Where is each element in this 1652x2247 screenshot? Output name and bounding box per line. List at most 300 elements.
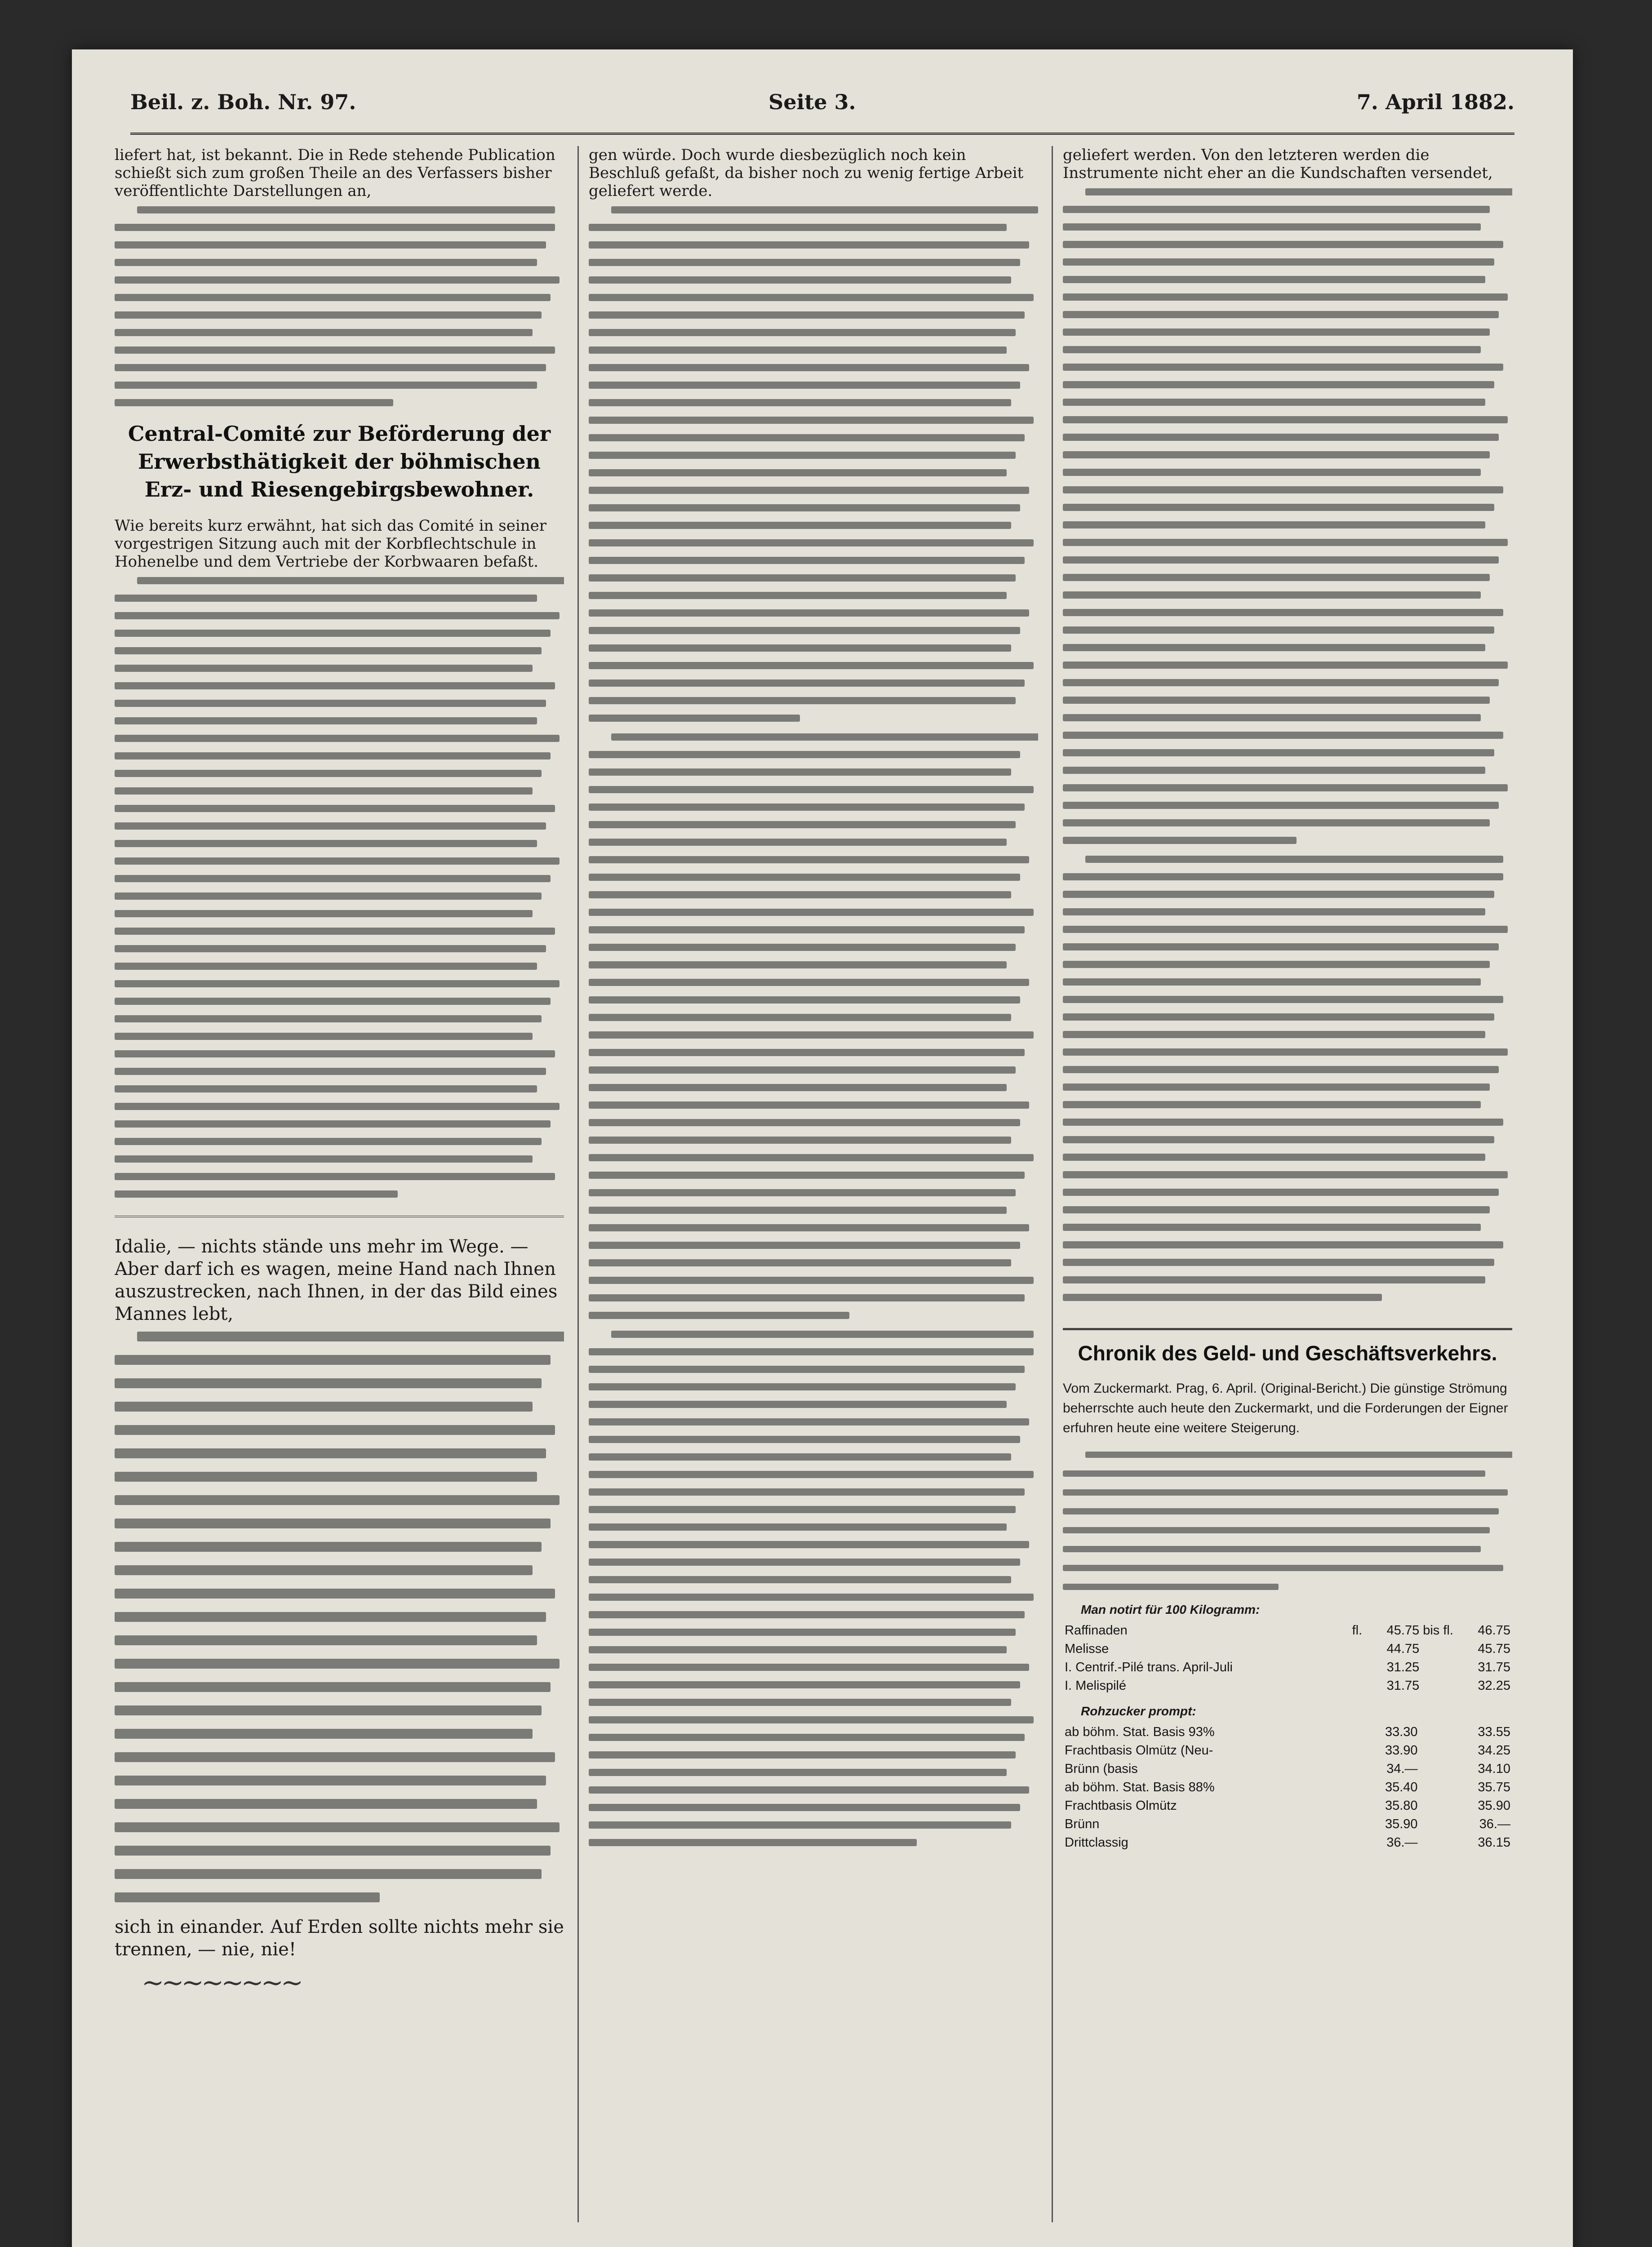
price-unit (1333, 1640, 1364, 1658)
text-line (611, 733, 1038, 741)
price-label: Frachtbasis Olmütz (Neu- (1065, 1743, 1213, 1758)
price-to: 31.75 (1478, 1660, 1510, 1674)
text-line (589, 1031, 1034, 1039)
price-sep (1420, 1778, 1450, 1797)
text-line (589, 592, 1007, 599)
price-from: 33.90 (1385, 1743, 1418, 1758)
text-line (115, 1402, 533, 1412)
text-line (589, 1523, 1007, 1531)
text-line (589, 1506, 1016, 1513)
text-line (115, 1542, 542, 1552)
text-line (589, 469, 1007, 476)
price-row (1063, 1621, 1512, 1640)
price-unit (1333, 1677, 1364, 1695)
price-sep (1420, 1797, 1450, 1815)
text-line (589, 979, 1029, 986)
text-line (589, 1066, 1016, 1074)
article-text: geliefert werden. Von den letzteren werden die Instrumente nicht eher an die Kundschaften versendet, (1063, 146, 1493, 182)
text-line (611, 206, 1038, 213)
article-text: liefert hat, ist bekannt. Die in Rede stehende Publication schießt sich zum großen Theile an des Verfassers bisher veröffentlichte Darstellungen an, (115, 146, 555, 200)
text-line (115, 1155, 533, 1163)
text-line (589, 382, 1020, 389)
text-line (589, 1119, 1020, 1126)
text-line (589, 1646, 1007, 1653)
text-line (589, 504, 1020, 511)
text-line (589, 241, 1029, 249)
text-line (115, 1472, 537, 1482)
text-line (115, 1355, 551, 1365)
text-line (589, 346, 1007, 354)
text-line (1063, 873, 1503, 880)
text-line (589, 1664, 1029, 1671)
price-sep: bis fl. (1423, 1623, 1453, 1638)
text-line (589, 1366, 1025, 1373)
text-line (589, 944, 1016, 951)
price-label: Frachtbasis Olmütz (1065, 1798, 1177, 1813)
text-line (589, 1348, 1034, 1355)
text-line (589, 1101, 1029, 1109)
text-line (1063, 241, 1503, 248)
column-2 (589, 146, 1038, 2222)
price-row (1063, 1834, 1512, 1852)
text-line (115, 1612, 546, 1622)
text-line (589, 768, 1011, 776)
text-line (115, 875, 551, 882)
text-line (1063, 767, 1485, 774)
text-line (1063, 1084, 1490, 1091)
text-line (137, 1332, 564, 1341)
text-line (589, 1436, 1020, 1443)
price-unit (1327, 1815, 1357, 1834)
text-line (589, 662, 1034, 669)
text-line (1063, 1276, 1485, 1283)
price-row (1063, 1677, 1512, 1695)
column-divider (1052, 146, 1053, 2222)
text-line (1063, 1508, 1499, 1514)
text-line (115, 787, 533, 795)
text-line (589, 874, 1020, 881)
price-from: 34.— (1386, 1762, 1418, 1776)
newspaper-page (72, 49, 1573, 2247)
text-line (1063, 346, 1481, 353)
text-line (115, 1033, 533, 1040)
text-block (115, 206, 564, 406)
page-header (130, 76, 1514, 135)
price-from: 35.80 (1385, 1798, 1418, 1813)
column-3 (1063, 146, 1512, 2222)
price-label: Melisse (1065, 1642, 1109, 1656)
price-unit (1327, 1723, 1357, 1741)
text-line (589, 1488, 1025, 1496)
text-line (115, 1776, 546, 1785)
price-row (1063, 1778, 1512, 1797)
text-line (1063, 961, 1490, 968)
price-row (1063, 1658, 1512, 1677)
text-line (589, 1786, 1029, 1794)
text-line (115, 630, 551, 637)
feuilleton (115, 1235, 564, 1998)
text-line (1063, 206, 1490, 213)
text-line (589, 1699, 1011, 1706)
text-line (137, 206, 555, 213)
text-line (1063, 574, 1490, 581)
text-line (115, 1015, 542, 1022)
text-line (1063, 486, 1503, 493)
price-from: 35.90 (1385, 1817, 1418, 1831)
text-line (589, 1541, 1029, 1548)
text-line (1063, 469, 1481, 476)
text-line (589, 1804, 1020, 1811)
text-line (1063, 626, 1494, 634)
price-to: 36.— (1479, 1817, 1510, 1831)
text-line (1063, 1171, 1508, 1178)
text-line (1063, 1136, 1494, 1143)
text-line (589, 417, 1034, 424)
text-line (589, 804, 1025, 811)
price-to: 45.75 (1478, 1642, 1510, 1656)
text-line (589, 679, 1025, 687)
text-line (115, 1068, 546, 1075)
price-row (1063, 1723, 1512, 1741)
text-line (115, 1565, 533, 1575)
text-line (589, 1418, 1029, 1425)
article-heading: Central-Comité zur Beförderung der Erwerbsthätigkeit der böhmischen Erz- und Riesengebirgsbewohner. (128, 422, 551, 502)
text-line (115, 717, 537, 724)
text-line (589, 259, 1020, 266)
text-line (589, 1821, 1011, 1829)
price-sep (1420, 1741, 1450, 1760)
text-line (1063, 1101, 1481, 1108)
price-from: 35.40 (1385, 1780, 1418, 1794)
text-line (589, 1611, 1025, 1618)
text-line (1063, 1241, 1503, 1248)
price-unit (1327, 1760, 1357, 1778)
price-unit (1327, 1834, 1357, 1852)
text-line (115, 1705, 542, 1715)
text-line (115, 329, 533, 336)
text-line (589, 926, 1025, 933)
text-line (589, 751, 1020, 758)
text-line (589, 1681, 1020, 1688)
price-sep (1421, 1677, 1455, 1695)
text-line (589, 557, 1025, 564)
text-line (589, 1734, 1025, 1741)
price-unit (1327, 1797, 1357, 1815)
text-line (1063, 1527, 1490, 1533)
header-rule (130, 133, 1514, 135)
section-heading: Chronik des Geld- und Geschäftsverkehrs. (1063, 1328, 1512, 1365)
text-line (1063, 943, 1499, 950)
text-line (589, 1277, 1034, 1284)
text-line (589, 1716, 1034, 1723)
text-line (589, 1224, 1029, 1231)
text-line (115, 382, 537, 389)
text-line (589, 452, 1016, 459)
text-line (589, 522, 1011, 529)
price-row (1063, 1741, 1512, 1760)
price-table (1063, 1621, 1512, 1695)
text-line (115, 682, 555, 689)
text-line (1063, 1565, 1503, 1571)
text-line (115, 1378, 542, 1388)
header-supplement-number: Beil. z. Boh. Nr. 97. (130, 90, 356, 114)
text-line (115, 1425, 555, 1435)
price-sep (1421, 1658, 1455, 1677)
text-line (589, 1049, 1025, 1056)
text-line (1063, 662, 1508, 669)
price-sep (1420, 1834, 1450, 1852)
text-line (1063, 381, 1494, 388)
text-line (589, 891, 1011, 898)
price-from: 31.25 (1386, 1660, 1420, 1674)
text-line (115, 224, 555, 231)
text-line (115, 1050, 555, 1057)
text-line (589, 1594, 1034, 1601)
text-line (589, 1559, 1020, 1566)
text-line (589, 1137, 1011, 1144)
price-label: ab böhm. Stat. Basis 93% (1065, 1725, 1215, 1739)
text-line (1063, 891, 1494, 898)
text-line (115, 805, 555, 812)
text-line (115, 735, 560, 742)
text-line (589, 1189, 1016, 1196)
text-line (1063, 1013, 1494, 1021)
text-line (115, 1120, 551, 1128)
text-line (589, 1154, 1034, 1161)
text-block (589, 733, 1038, 1319)
text-line (1063, 504, 1494, 511)
text-line (1063, 591, 1481, 599)
price-sep (1420, 1723, 1450, 1741)
price-from: 33.30 (1385, 1725, 1418, 1739)
price-from: 31.75 (1386, 1679, 1420, 1693)
price-row (1063, 1640, 1512, 1658)
text-line (1063, 784, 1508, 791)
text-line (115, 1729, 533, 1739)
text-line (589, 1207, 1007, 1214)
text-line (589, 996, 1020, 1004)
text-line (1063, 1154, 1485, 1161)
text-line (115, 752, 551, 759)
text-line (589, 574, 1016, 582)
text-line (1063, 539, 1508, 546)
text-line (589, 1471, 1034, 1478)
text-line (589, 1294, 1025, 1301)
text-line (589, 1242, 1020, 1249)
feuilleton-text: Idalie, — nichts stände uns mehr im Wege. — Aber darf ich es wagen, meine Hand nach Ihnen auszustrecken, nach Ihnen, in der das Bild eines Mannes lebt, (115, 1236, 558, 1324)
text-line (115, 364, 546, 371)
price-from: 45.75 (1386, 1623, 1420, 1638)
column-1 (115, 146, 564, 2222)
article-text: gen würde. Doch wurde diesbezüglich noch kein Beschluß gefaßt, da bisher noch zu wenig fertige Arbeit geliefert werde. (589, 146, 1024, 200)
text-line (115, 1869, 542, 1879)
text-line (115, 1635, 537, 1645)
text-line (589, 715, 800, 722)
text-line (115, 928, 555, 935)
text-line (1063, 1031, 1485, 1038)
end-ornament: ∼∼∼∼∼∼∼∼ (142, 1967, 301, 1998)
text-line (1063, 1584, 1279, 1590)
text-line (1063, 1470, 1485, 1477)
text-line (1063, 521, 1485, 528)
text-block (115, 577, 564, 1198)
text-line (1063, 434, 1499, 441)
price-unit (1327, 1778, 1357, 1797)
text-line (137, 577, 564, 584)
text-line (1063, 978, 1481, 986)
text-line (589, 1839, 917, 1846)
text-line (589, 1629, 1016, 1636)
text-line (115, 770, 542, 777)
price-caption: Man notirt für 100 Kilogramm: (1081, 1603, 1260, 1616)
text-line (1085, 1452, 1512, 1458)
text-line (589, 609, 1029, 617)
price-row (1063, 1815, 1512, 1834)
text-line (589, 1172, 1025, 1179)
text-line (115, 311, 542, 319)
text-line (589, 697, 1016, 704)
text-line (1063, 819, 1490, 826)
text-block (1063, 188, 1512, 844)
text-line (1063, 837, 1297, 844)
text-line (115, 1138, 542, 1145)
header-page-number: Seite 3. (768, 90, 856, 114)
text-line (1063, 1546, 1481, 1552)
text-line (1063, 802, 1499, 809)
price-to: 32.25 (1478, 1679, 1510, 1693)
text-line (115, 980, 560, 987)
market-report-text: Vom Zuckermarkt. Prag, 6. April. (Original-Bericht.) Die günstige Strömung beherrschte auch heute den Zuckermarkt, und die Forderungen der Eigner erfuhren heute eine weitere Steigerung. (1063, 1381, 1508, 1435)
text-line (1063, 1259, 1494, 1266)
text-line (1063, 679, 1499, 686)
text-line (1063, 311, 1499, 318)
text-line (589, 434, 1025, 441)
section-divider (115, 1216, 564, 1217)
text-line (1063, 714, 1481, 721)
price-unit (1333, 1658, 1364, 1677)
market-report (1063, 1379, 1512, 1590)
price-to: 34.25 (1478, 1743, 1510, 1758)
price-to: 33.55 (1478, 1725, 1510, 1739)
text-line (589, 644, 1011, 652)
text-line (115, 945, 546, 952)
header-date: 7. April 1882. (1356, 90, 1514, 114)
price-row (1063, 1760, 1512, 1778)
text-line (1063, 293, 1508, 301)
text-line (589, 1084, 1007, 1091)
price-label: Brünn (basis (1065, 1762, 1138, 1776)
text-line (589, 364, 1029, 371)
text-line (115, 665, 533, 672)
text-line (115, 1589, 555, 1599)
text-line (1063, 1066, 1499, 1073)
price-row (1063, 1797, 1512, 1815)
text-line (1063, 276, 1485, 283)
text-line (589, 1014, 1011, 1021)
text-line (1085, 856, 1503, 863)
text-line (115, 893, 542, 900)
text-line (115, 346, 555, 354)
text-line (589, 1383, 1016, 1390)
text-line (115, 1752, 555, 1762)
feuilleton-text: sich in einander. Auf Erden sollte nichts mehr sie trennen, — nie, nie! (115, 1917, 564, 1960)
text-line (589, 1401, 1007, 1408)
text-line (1063, 926, 1508, 933)
text-line (115, 1173, 555, 1180)
price-to: 35.75 (1478, 1780, 1510, 1794)
text-line (589, 821, 1016, 828)
text-line (115, 1892, 380, 1902)
text-line (115, 1519, 551, 1528)
text-line (589, 276, 1011, 284)
text-line (115, 1085, 537, 1092)
price-label: Drittclassig (1065, 1835, 1128, 1850)
text-line (1063, 258, 1494, 266)
text-line (1063, 223, 1481, 231)
price-from: 44.75 (1386, 1642, 1420, 1656)
text-line (115, 822, 546, 830)
text-line (589, 1751, 1016, 1759)
text-line (1063, 996, 1503, 1003)
text-block (115, 1332, 564, 1902)
text-line (115, 276, 560, 284)
price-to: 36.15 (1478, 1835, 1510, 1850)
text-line (115, 1799, 537, 1809)
text-line (1063, 609, 1503, 616)
text-line (1063, 697, 1490, 704)
price-sep (1420, 1760, 1450, 1778)
text-line (589, 1259, 1011, 1266)
text-block (1063, 856, 1512, 1301)
price-sep (1420, 1815, 1450, 1834)
text-line (115, 1822, 560, 1832)
price-label: Raffinaden (1065, 1623, 1128, 1638)
price-label: I. Centrif.-Pilé trans. April-Juli (1065, 1660, 1233, 1674)
article-text: Wie bereits kurz erwähnt, hat sich das Comité in seiner vorgestrigen Sitzung auch mit der Korbflechtschule in Hohenelbe und dem Vertriebe der Korbwaaren befaßt. (115, 517, 546, 571)
text-line (1063, 364, 1503, 371)
column-divider (577, 146, 579, 2222)
text-line (115, 910, 533, 917)
raw-sugar-caption: Rohzucker prompt: (1081, 1704, 1196, 1718)
text-line (1063, 749, 1494, 756)
text-line (589, 311, 1025, 319)
text-line (589, 786, 1034, 793)
text-line (115, 700, 546, 707)
text-line (1063, 399, 1485, 406)
text-line (1063, 416, 1508, 423)
text-line (1063, 1224, 1481, 1231)
text-line (115, 1190, 398, 1198)
text-line (115, 1846, 551, 1856)
text-line (115, 963, 537, 970)
text-line (611, 1331, 1034, 1338)
text-line (589, 329, 1016, 336)
text-line (1085, 188, 1512, 195)
text-line (115, 1103, 560, 1110)
text-line (1063, 732, 1503, 739)
text-line (115, 259, 537, 266)
text-line (115, 1682, 551, 1692)
text-line (1063, 1189, 1499, 1196)
text-line (115, 612, 560, 619)
text-line (115, 595, 537, 602)
text-line (589, 1576, 1011, 1583)
text-block (589, 206, 1038, 722)
price-unit: fl. (1352, 1623, 1363, 1638)
text-block (1063, 1452, 1512, 1590)
text-line (1063, 556, 1499, 564)
text-line (1063, 1489, 1508, 1496)
